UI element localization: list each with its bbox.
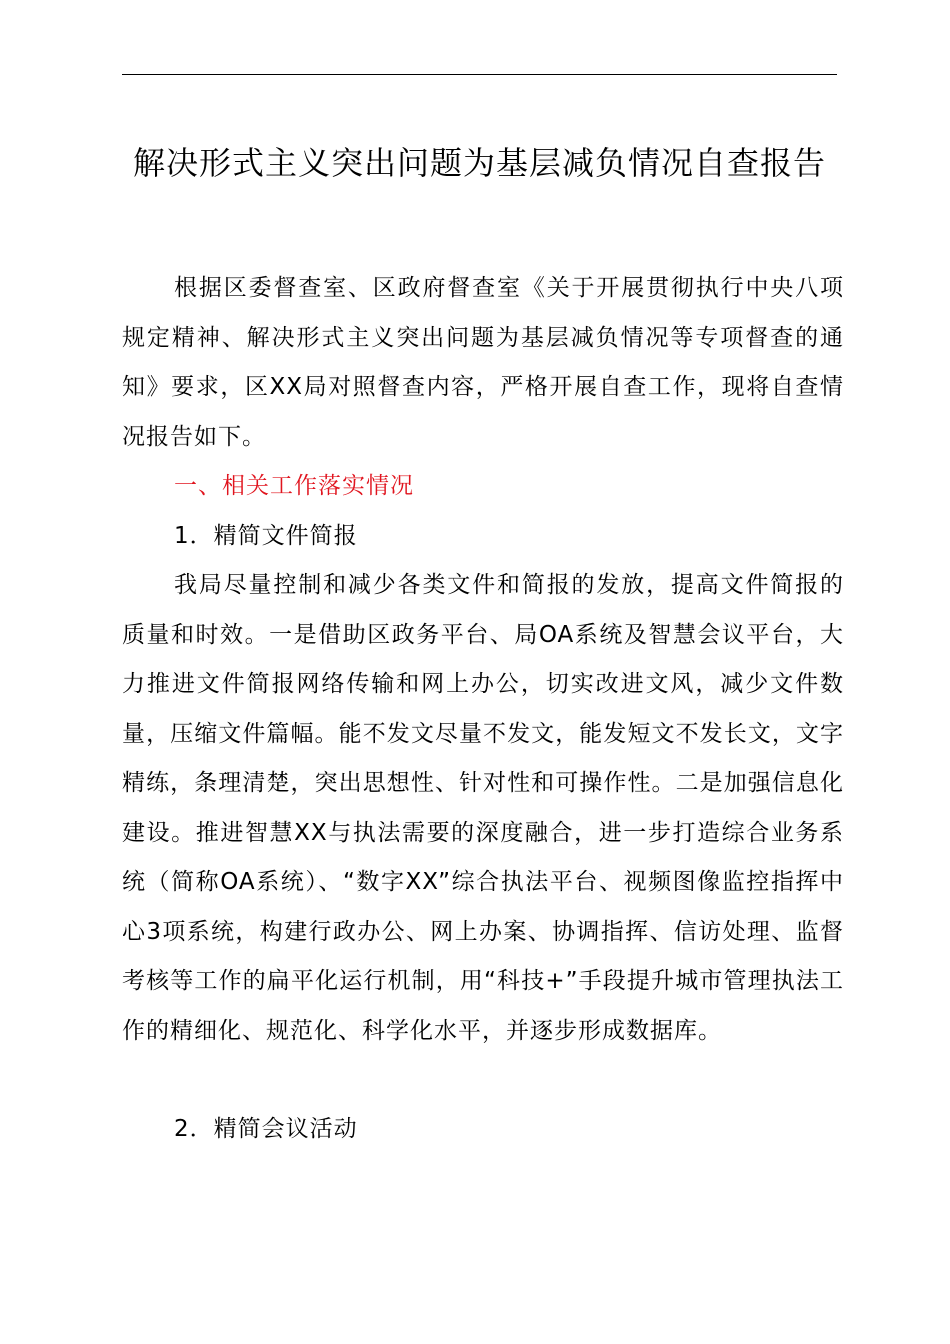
document-title: 解决形式主义突出问题为基层减负情况自查报告: [132, 144, 826, 182]
subsection-1-heading: 1．精简文件简报: [174, 523, 358, 549]
subsection-2-heading: 2．精简会议活动: [174, 1116, 358, 1142]
intro-paragraph: 根据区委督查室、区政府督查室《关于开展贯彻执行中央八项规定精神、解决形式主义突出问题为基层减负情况等专项督查的通知》要求，区XX局对照督查内容，严格开展自查工作，现将自查情况报告如下。: [122, 275, 844, 450]
header-rule: [122, 74, 837, 75]
section-1-heading: 一、相关工作落实情况: [174, 473, 414, 499]
subsection-1-body: 我局尽量控制和减少各类文件和简报的发放，提高文件简报的质量和时效。一是借助区政务平台、局OA系统及智慧会议平台，大力推进文件简报网络传输和网上办公，切实改进文风，减少文件数量，压缩文件篇幅。能不发文尽量不发文，能发短文不发长文，文字精练，条理清楚，突出思想性、针对性和可操作性。二是加强信息化建设。推进智慧XX与执法需要的深度融合，进一步打造综合业务系统（简称OA系统）、“数字XX”综合执法平台、视频图像监控指挥中心3项系统，构建行政办公、网上办案、协调指挥、信访处理、监督考核等工作的扁平化运行机制，用“科技+”手段提升城市管理执法工作的精细化、规范化、科学化水平，并逐步形成数据库。: [122, 572, 844, 1044]
